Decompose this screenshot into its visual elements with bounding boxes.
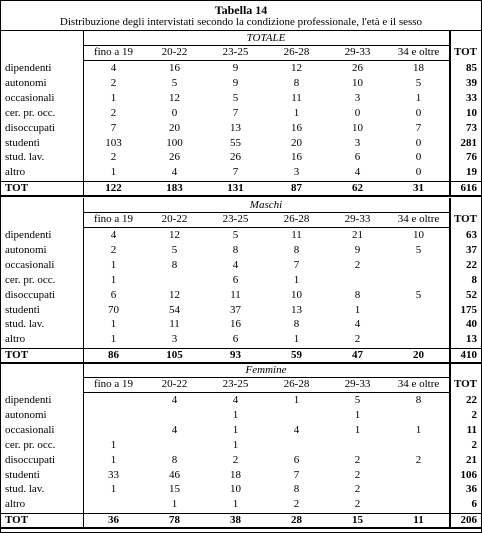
column-header: 26-28 <box>283 46 310 58</box>
row-label: autonomi <box>5 408 47 421</box>
table-cell: 2 <box>354 258 361 271</box>
table-cell: 2 <box>110 243 117 256</box>
table-cell: 1 <box>354 303 361 316</box>
tot-cell: 105 <box>166 349 183 362</box>
row-total: 33 <box>466 91 477 104</box>
table-cell: 12 <box>291 62 302 74</box>
tot-cell: 183 <box>166 182 183 195</box>
row-label: stud. lav. <box>5 318 45 331</box>
table-cell: 103 <box>105 136 122 149</box>
table-cell: 1 <box>232 408 239 421</box>
table-cell: 5 <box>354 394 361 406</box>
row-label: altro <box>5 166 26 179</box>
table-cell: 5 <box>232 229 239 241</box>
table-cell: 0 <box>171 106 178 119</box>
table-cell: 1 <box>110 258 117 271</box>
table-cell: 10 <box>352 121 363 134</box>
table-cell: 1 <box>415 91 422 104</box>
table-cell: 55 <box>230 136 241 149</box>
divider <box>83 198 84 362</box>
table-cell: 1 <box>293 273 300 286</box>
table-cell: 11 <box>169 318 180 331</box>
table-cell: 26 <box>169 151 180 164</box>
table-cell: 21 <box>352 229 363 241</box>
tot-cell: 78 <box>169 514 180 527</box>
tot-cell: 122 <box>105 182 122 195</box>
row-total: 85 <box>466 62 477 74</box>
table-cell: 1 <box>293 333 300 346</box>
row-total: 11 <box>466 423 477 436</box>
table-cell: 11 <box>291 91 302 104</box>
row-label: dipendenti <box>5 229 52 241</box>
column-header: 34 e oltre <box>397 213 440 225</box>
row-label: disoccupati <box>5 288 56 301</box>
table-cell: 16 <box>169 62 180 74</box>
table-cell: 20 <box>291 136 302 149</box>
table-cell: 0 <box>415 151 422 164</box>
row-total: 6 <box>471 498 477 511</box>
divider <box>83 227 449 228</box>
tot-cell: 36 <box>108 514 119 527</box>
table-cell: 2 <box>110 76 117 89</box>
table-cell: 9 <box>232 62 239 74</box>
row-total: 19 <box>466 166 477 179</box>
table-cell: 4 <box>232 258 239 271</box>
table-cell: 2 <box>354 453 361 466</box>
column-header-total: TOT <box>453 378 477 390</box>
table-cell: 6 <box>293 453 300 466</box>
row-label: occasionali <box>5 258 55 271</box>
table-cell: 100 <box>166 136 183 149</box>
divider <box>1 527 482 529</box>
table-cell: 10 <box>413 229 424 241</box>
tot-label: TOT <box>5 182 29 195</box>
divider <box>449 363 451 527</box>
table-cell: 20 <box>169 121 180 134</box>
table-cell: 8 <box>171 453 178 466</box>
column-header: 29-33 <box>344 46 371 58</box>
tot-cell: 93 <box>230 349 241 362</box>
column-header: fino a 19 <box>93 213 134 225</box>
table-cell: 4 <box>171 166 178 179</box>
table-cell: 12 <box>169 229 180 241</box>
table-cell: 7 <box>232 166 239 179</box>
tot-cell: 87 <box>291 182 302 195</box>
row-total: 37 <box>466 243 477 256</box>
row-total: 52 <box>466 288 477 301</box>
column-header: 29-33 <box>344 213 371 225</box>
table-cell: 1 <box>110 453 117 466</box>
row-label: cer. pr. occ. <box>5 106 56 119</box>
row-label: dipendenti <box>5 62 52 74</box>
table-cell: 5 <box>415 288 422 301</box>
table-cell: 2 <box>110 151 117 164</box>
table-cell: 2 <box>354 468 361 481</box>
table-cell: 8 <box>354 288 361 301</box>
table-cell: 3 <box>354 136 361 149</box>
tot-cell: 47 <box>352 349 363 362</box>
column-header: 20-22 <box>161 46 188 58</box>
row-total: 8 <box>471 273 477 286</box>
table-cell: 4 <box>354 318 361 331</box>
table-cell: 70 <box>108 303 119 316</box>
table-cell: 18 <box>230 468 241 481</box>
tot-cell: 59 <box>291 349 302 362</box>
table-cell: 1 <box>232 423 239 436</box>
section-title: Maschi <box>249 199 283 211</box>
table-cell: 8 <box>293 318 300 331</box>
table-cell: 54 <box>169 303 180 316</box>
table-cell: 1 <box>110 333 117 346</box>
table-cell: 2 <box>354 498 361 511</box>
table-cell: 1 <box>354 408 361 421</box>
column-header: 23-25 <box>222 213 249 225</box>
table-cell: 8 <box>293 243 300 256</box>
table-cell: 5 <box>415 76 422 89</box>
divider <box>83 31 84 195</box>
row-total: 40 <box>466 318 477 331</box>
table-cell: 9 <box>232 76 239 89</box>
table-cell: 15 <box>169 483 180 496</box>
tot-label: TOT <box>5 349 29 362</box>
table-cell: 33 <box>108 468 119 481</box>
row-label: autonomi <box>5 76 47 89</box>
table-cell: 5 <box>171 243 178 256</box>
row-label: studenti <box>5 136 40 149</box>
column-header: 29-33 <box>344 378 371 390</box>
row-label: studenti <box>5 303 40 316</box>
table-cell: 6 <box>110 288 117 301</box>
divider <box>1 30 482 31</box>
tot-cell: 11 <box>413 514 424 527</box>
table-cell: 7 <box>232 106 239 119</box>
table-cell: 11 <box>230 288 241 301</box>
table-cell: 0 <box>354 106 361 119</box>
row-total: 106 <box>460 468 477 481</box>
row-total: 76 <box>466 151 477 164</box>
table-cell: 1 <box>110 483 117 496</box>
column-header: fino a 19 <box>93 378 134 390</box>
table-cell: 1 <box>293 394 300 406</box>
divider <box>449 31 451 195</box>
table-cell: 1 <box>171 498 178 511</box>
table-cell: 1 <box>110 438 117 451</box>
table-cell: 8 <box>232 243 239 256</box>
table-cell: 18 <box>413 62 424 74</box>
row-label: dipendenti <box>5 394 52 406</box>
row-total: 13 <box>466 333 477 346</box>
row-total: 39 <box>466 76 477 89</box>
table-cell: 7 <box>293 468 300 481</box>
row-label: altro <box>5 333 26 346</box>
row-total: 22 <box>466 258 477 271</box>
row-label: stud. lav. <box>5 151 45 164</box>
table-cell: 26 <box>352 62 363 74</box>
table-cell: 4 <box>293 423 300 436</box>
section-title: TOTALE <box>246 32 286 44</box>
table-cell: 2 <box>110 106 117 119</box>
table-cell: 7 <box>110 121 117 134</box>
table-cell: 13 <box>291 303 302 316</box>
table-cell: 5 <box>232 91 239 104</box>
table-cell: 2 <box>232 453 239 466</box>
column-header: 20-22 <box>161 378 188 390</box>
table-cell: 1 <box>110 318 117 331</box>
table-cell: 10 <box>291 288 302 301</box>
column-header: 20-22 <box>161 213 188 225</box>
row-label: disoccupati <box>5 453 56 466</box>
table-cell: 4 <box>171 394 178 406</box>
table-cell: 1 <box>232 438 239 451</box>
section-title: Femmine <box>245 364 287 376</box>
table-cell: 16 <box>291 121 302 134</box>
table-cell: 1 <box>110 91 117 104</box>
column-header-total: TOT <box>453 213 477 225</box>
grand-total: 410 <box>460 349 477 362</box>
table-cell: 1 <box>232 498 239 511</box>
table-cell: 16 <box>230 318 241 331</box>
table-cell: 2 <box>354 333 361 346</box>
table-cell: 1 <box>415 423 422 436</box>
row-label: autonomi <box>5 243 47 256</box>
row-label: disoccupati <box>5 121 56 134</box>
tot-cell: 86 <box>108 349 119 362</box>
table-cell: 8 <box>171 258 178 271</box>
row-total: 36 <box>466 483 477 496</box>
divider <box>83 363 84 527</box>
row-label: cer. pr. occ. <box>5 438 56 451</box>
table-cell: 2 <box>415 453 422 466</box>
column-header: 23-25 <box>222 378 249 390</box>
divider <box>449 198 451 362</box>
table-cell: 9 <box>354 243 361 256</box>
column-header: 26-28 <box>283 213 310 225</box>
table-cell: 4 <box>110 229 117 241</box>
table-cell: 12 <box>169 91 180 104</box>
divider <box>83 392 449 393</box>
tot-label: TOT <box>5 514 29 527</box>
table-cell: 37 <box>230 303 241 316</box>
table-cell: 1 <box>293 106 300 119</box>
row-label: stud. lav. <box>5 483 45 496</box>
table-cell: 1 <box>354 423 361 436</box>
table-cell: 4 <box>354 166 361 179</box>
table-cell: 26 <box>230 151 241 164</box>
divider <box>1 195 482 197</box>
table-cell: 5 <box>415 243 422 256</box>
column-header: fino a 19 <box>93 46 134 58</box>
table-title: Tabella 14 <box>214 3 268 17</box>
row-label: cer. pr. occ. <box>5 273 56 286</box>
table-cell: 4 <box>110 62 117 74</box>
table-cell: 7 <box>293 258 300 271</box>
table-cell: 5 <box>171 76 178 89</box>
table-cell: 4 <box>171 423 178 436</box>
row-total: 22 <box>466 394 477 406</box>
tot-cell: 31 <box>413 182 424 195</box>
table-cell: 0 <box>415 106 422 119</box>
tot-cell: 15 <box>352 514 363 527</box>
row-total: 2 <box>471 438 477 451</box>
table-cell: 1 <box>110 166 117 179</box>
column-header: 34 e oltre <box>397 46 440 58</box>
table-cell: 2 <box>293 498 300 511</box>
table-cell: 7 <box>415 121 422 134</box>
table-cell: 0 <box>415 136 422 149</box>
table-cell: 3 <box>354 91 361 104</box>
grand-total: 206 <box>460 514 477 527</box>
table-cell: 2 <box>354 483 361 496</box>
table-cell: 12 <box>169 288 180 301</box>
row-label: occasionali <box>5 91 55 104</box>
grand-total: 616 <box>460 182 477 195</box>
tot-cell: 131 <box>227 182 244 195</box>
table-cell: 16 <box>291 151 302 164</box>
column-header-total: TOT <box>453 46 477 58</box>
table-cell: 10 <box>352 76 363 89</box>
column-header: 26-28 <box>283 378 310 390</box>
table-cell: 4 <box>232 394 239 406</box>
table-cell: 8 <box>415 394 422 406</box>
row-total: 175 <box>460 303 477 316</box>
row-total: 10 <box>466 106 477 119</box>
row-total: 63 <box>466 229 477 241</box>
row-label: studenti <box>5 468 40 481</box>
tot-cell: 38 <box>230 514 241 527</box>
table-cell: 8 <box>293 483 300 496</box>
row-total: 2 <box>471 408 477 421</box>
table-cell: 6 <box>232 273 239 286</box>
table-cell: 8 <box>293 76 300 89</box>
tot-cell: 28 <box>291 514 302 527</box>
table-subtitle: Distribuzione degli intervistati secondo la condizione professionale, l'età e il sesso <box>59 16 423 28</box>
table-cell: 3 <box>171 333 178 346</box>
column-header: 23-25 <box>222 46 249 58</box>
table-cell: 3 <box>293 166 300 179</box>
tot-cell: 20 <box>413 349 424 362</box>
table-cell: 6 <box>232 333 239 346</box>
table-cell: 13 <box>230 121 241 134</box>
row-total: 281 <box>460 136 477 149</box>
table-cell: 46 <box>169 468 180 481</box>
tot-cell: 62 <box>352 182 363 195</box>
table-cell: 6 <box>354 151 361 164</box>
table-cell: 10 <box>230 483 241 496</box>
row-total: 21 <box>466 453 477 466</box>
table-cell: 1 <box>110 273 117 286</box>
row-label: occasionali <box>5 423 55 436</box>
column-header: 34 e oltre <box>397 378 440 390</box>
table-cell: 0 <box>415 166 422 179</box>
divider <box>83 60 449 61</box>
table-cell: 11 <box>291 229 302 241</box>
row-label: altro <box>5 498 26 511</box>
row-total: 73 <box>466 121 477 134</box>
